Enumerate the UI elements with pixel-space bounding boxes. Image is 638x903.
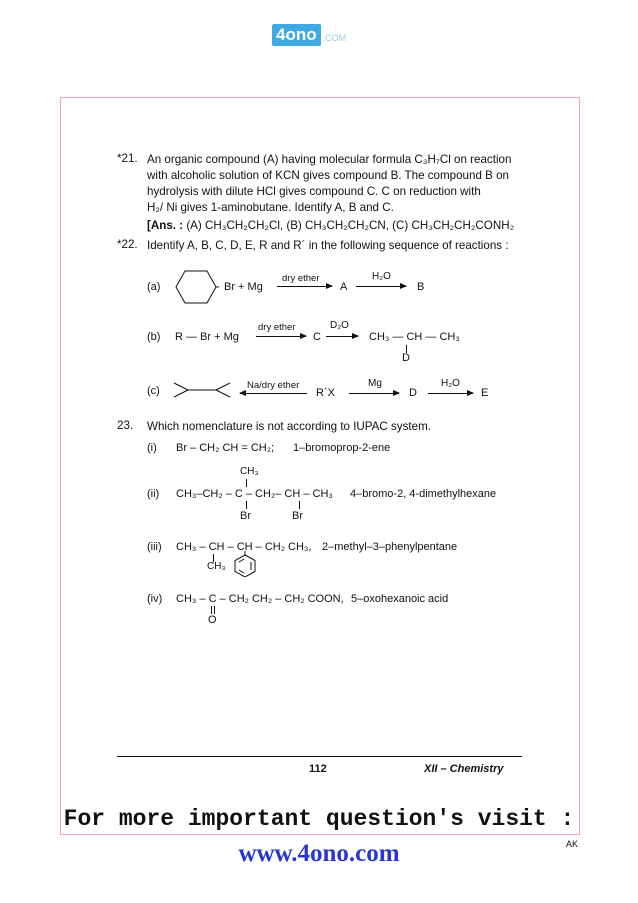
bond-line bbox=[299, 501, 300, 509]
footer-rule bbox=[117, 756, 522, 757]
reaction-c-product1: R´X bbox=[316, 387, 335, 399]
logo-domain: .COM bbox=[322, 33, 347, 43]
answer-label: [Ans. : bbox=[147, 219, 184, 232]
reaction-a-product1: A bbox=[340, 281, 348, 293]
benzene-ring bbox=[233, 551, 257, 577]
reaction-b-substituent: D bbox=[402, 352, 410, 364]
site-logo[interactable] bbox=[272, 24, 346, 46]
answer-text: (A) CH₃CH₂CH₂Cl, (B) CH₃CH₂CH₂CN, (C) CH₃CH₂CH₂CONH₂ bbox=[186, 219, 515, 232]
promo-link[interactable]: www.4ono.com bbox=[238, 840, 400, 867]
option-iii-formula: CH₃ – CH – CH – CH₂ CH₃, bbox=[176, 541, 312, 553]
double-bond-line bbox=[214, 606, 215, 614]
option-ii-bottom2: Br bbox=[292, 510, 303, 522]
reaction-a-arrow1 bbox=[277, 286, 332, 287]
q21-line3: hydrolysis with dilute HCl gives compound C. C on reduction with bbox=[147, 185, 481, 198]
option-i-label: (i) bbox=[147, 442, 157, 454]
reaction-b-cond2: D₂O bbox=[330, 320, 349, 331]
bond-line bbox=[246, 479, 247, 487]
option-iv-name: 5–oxohexanoic acid bbox=[351, 593, 449, 605]
page-number: 112 bbox=[309, 763, 327, 775]
reaction-a-cond1: dry ether bbox=[282, 273, 320, 284]
reaction-a-product2: B bbox=[417, 281, 425, 293]
q22-text: Identify A, B, C, D, E, R and R´ in the following sequence of reactions : bbox=[147, 239, 509, 252]
option-ii-formula: CH₃–CH₂ – C – CH₂– CH – CH₃ bbox=[176, 488, 333, 500]
q23-number: 23. bbox=[117, 419, 134, 432]
bond-line bbox=[246, 501, 247, 509]
option-i-formula: Br – CH₂ CH = CH₂; bbox=[176, 442, 275, 454]
option-iv-label: (iv) bbox=[147, 593, 163, 605]
reaction-b-cond1: dry ether bbox=[258, 322, 296, 333]
reaction-c-arrow3 bbox=[428, 393, 473, 394]
option-iv-bottom: O bbox=[208, 614, 217, 626]
double-bond-line bbox=[211, 606, 212, 614]
corner-mark: AK bbox=[566, 839, 579, 849]
q21-answer bbox=[147, 218, 514, 235]
logo-brand: 4ono bbox=[272, 24, 321, 46]
option-ii-label: (ii) bbox=[147, 488, 160, 500]
reaction-c-product2: D bbox=[409, 387, 417, 399]
reaction-b-label: (b) bbox=[147, 331, 161, 343]
reaction-b-product1: C bbox=[313, 331, 321, 343]
q21-line2: with alcoholic solution of KCN gives compound B. The compound B on bbox=[147, 169, 509, 182]
reaction-b-reactant: R — Br + Mg bbox=[175, 331, 239, 343]
reaction-a-reactant: Br + Mg bbox=[224, 281, 263, 293]
option-ii-name: 4–bromo-2, 4-dimethylhexane bbox=[350, 488, 497, 500]
option-iii-label: (iii) bbox=[147, 541, 162, 553]
reaction-b-arrow2 bbox=[326, 336, 358, 337]
option-ii-bottom1: Br bbox=[240, 510, 251, 522]
option-ii-top: CH₃ bbox=[240, 466, 259, 477]
reaction-c-product3: E bbox=[481, 387, 489, 399]
q21-number: *21. bbox=[117, 152, 138, 165]
reaction-c-cond3: H₂O bbox=[441, 378, 460, 389]
reaction-c-arrow2 bbox=[349, 393, 399, 394]
promo-text: For more important question's visit : bbox=[63, 806, 575, 832]
alkene-structure bbox=[172, 381, 232, 399]
reaction-a-cond2: H₂O bbox=[372, 271, 391, 282]
reaction-c-cond2: Mg bbox=[368, 378, 382, 389]
q23-text: Which nomenclature is not according to IUPAC system. bbox=[147, 420, 431, 433]
q21-line1: An organic compound (A) having molecular formula C₃H₇Cl on reaction bbox=[147, 153, 512, 166]
option-iv-formula: CH₃ – C – CH₂ CH₂ – CH₂ COON, bbox=[176, 593, 344, 605]
reaction-b-product2: CH₃ — CH — CH₃ bbox=[369, 331, 460, 343]
subject-label: XII – Chemistry bbox=[424, 763, 504, 775]
reaction-b-arrow1 bbox=[256, 336, 306, 337]
q22-number: *22. bbox=[117, 238, 138, 251]
q21-line4: H₂/ Ni gives 1-aminobutane. Identify A, B and C. bbox=[147, 201, 394, 214]
option-iii-name: 2–methyl–3–phenylpentane bbox=[322, 541, 458, 553]
reaction-a-label: (a) bbox=[147, 281, 161, 293]
reaction-c-label: (c) bbox=[147, 385, 160, 397]
option-iii-bottom: CH₃ bbox=[207, 561, 226, 572]
cyclohexane-ring bbox=[175, 270, 219, 304]
option-i-name: 1–bromoprop-2-ene bbox=[293, 442, 391, 454]
reaction-a-arrow2 bbox=[356, 286, 406, 287]
reaction-c-arrow1 bbox=[240, 393, 307, 394]
reaction-c-cond1: Na/dry ether bbox=[247, 380, 300, 391]
